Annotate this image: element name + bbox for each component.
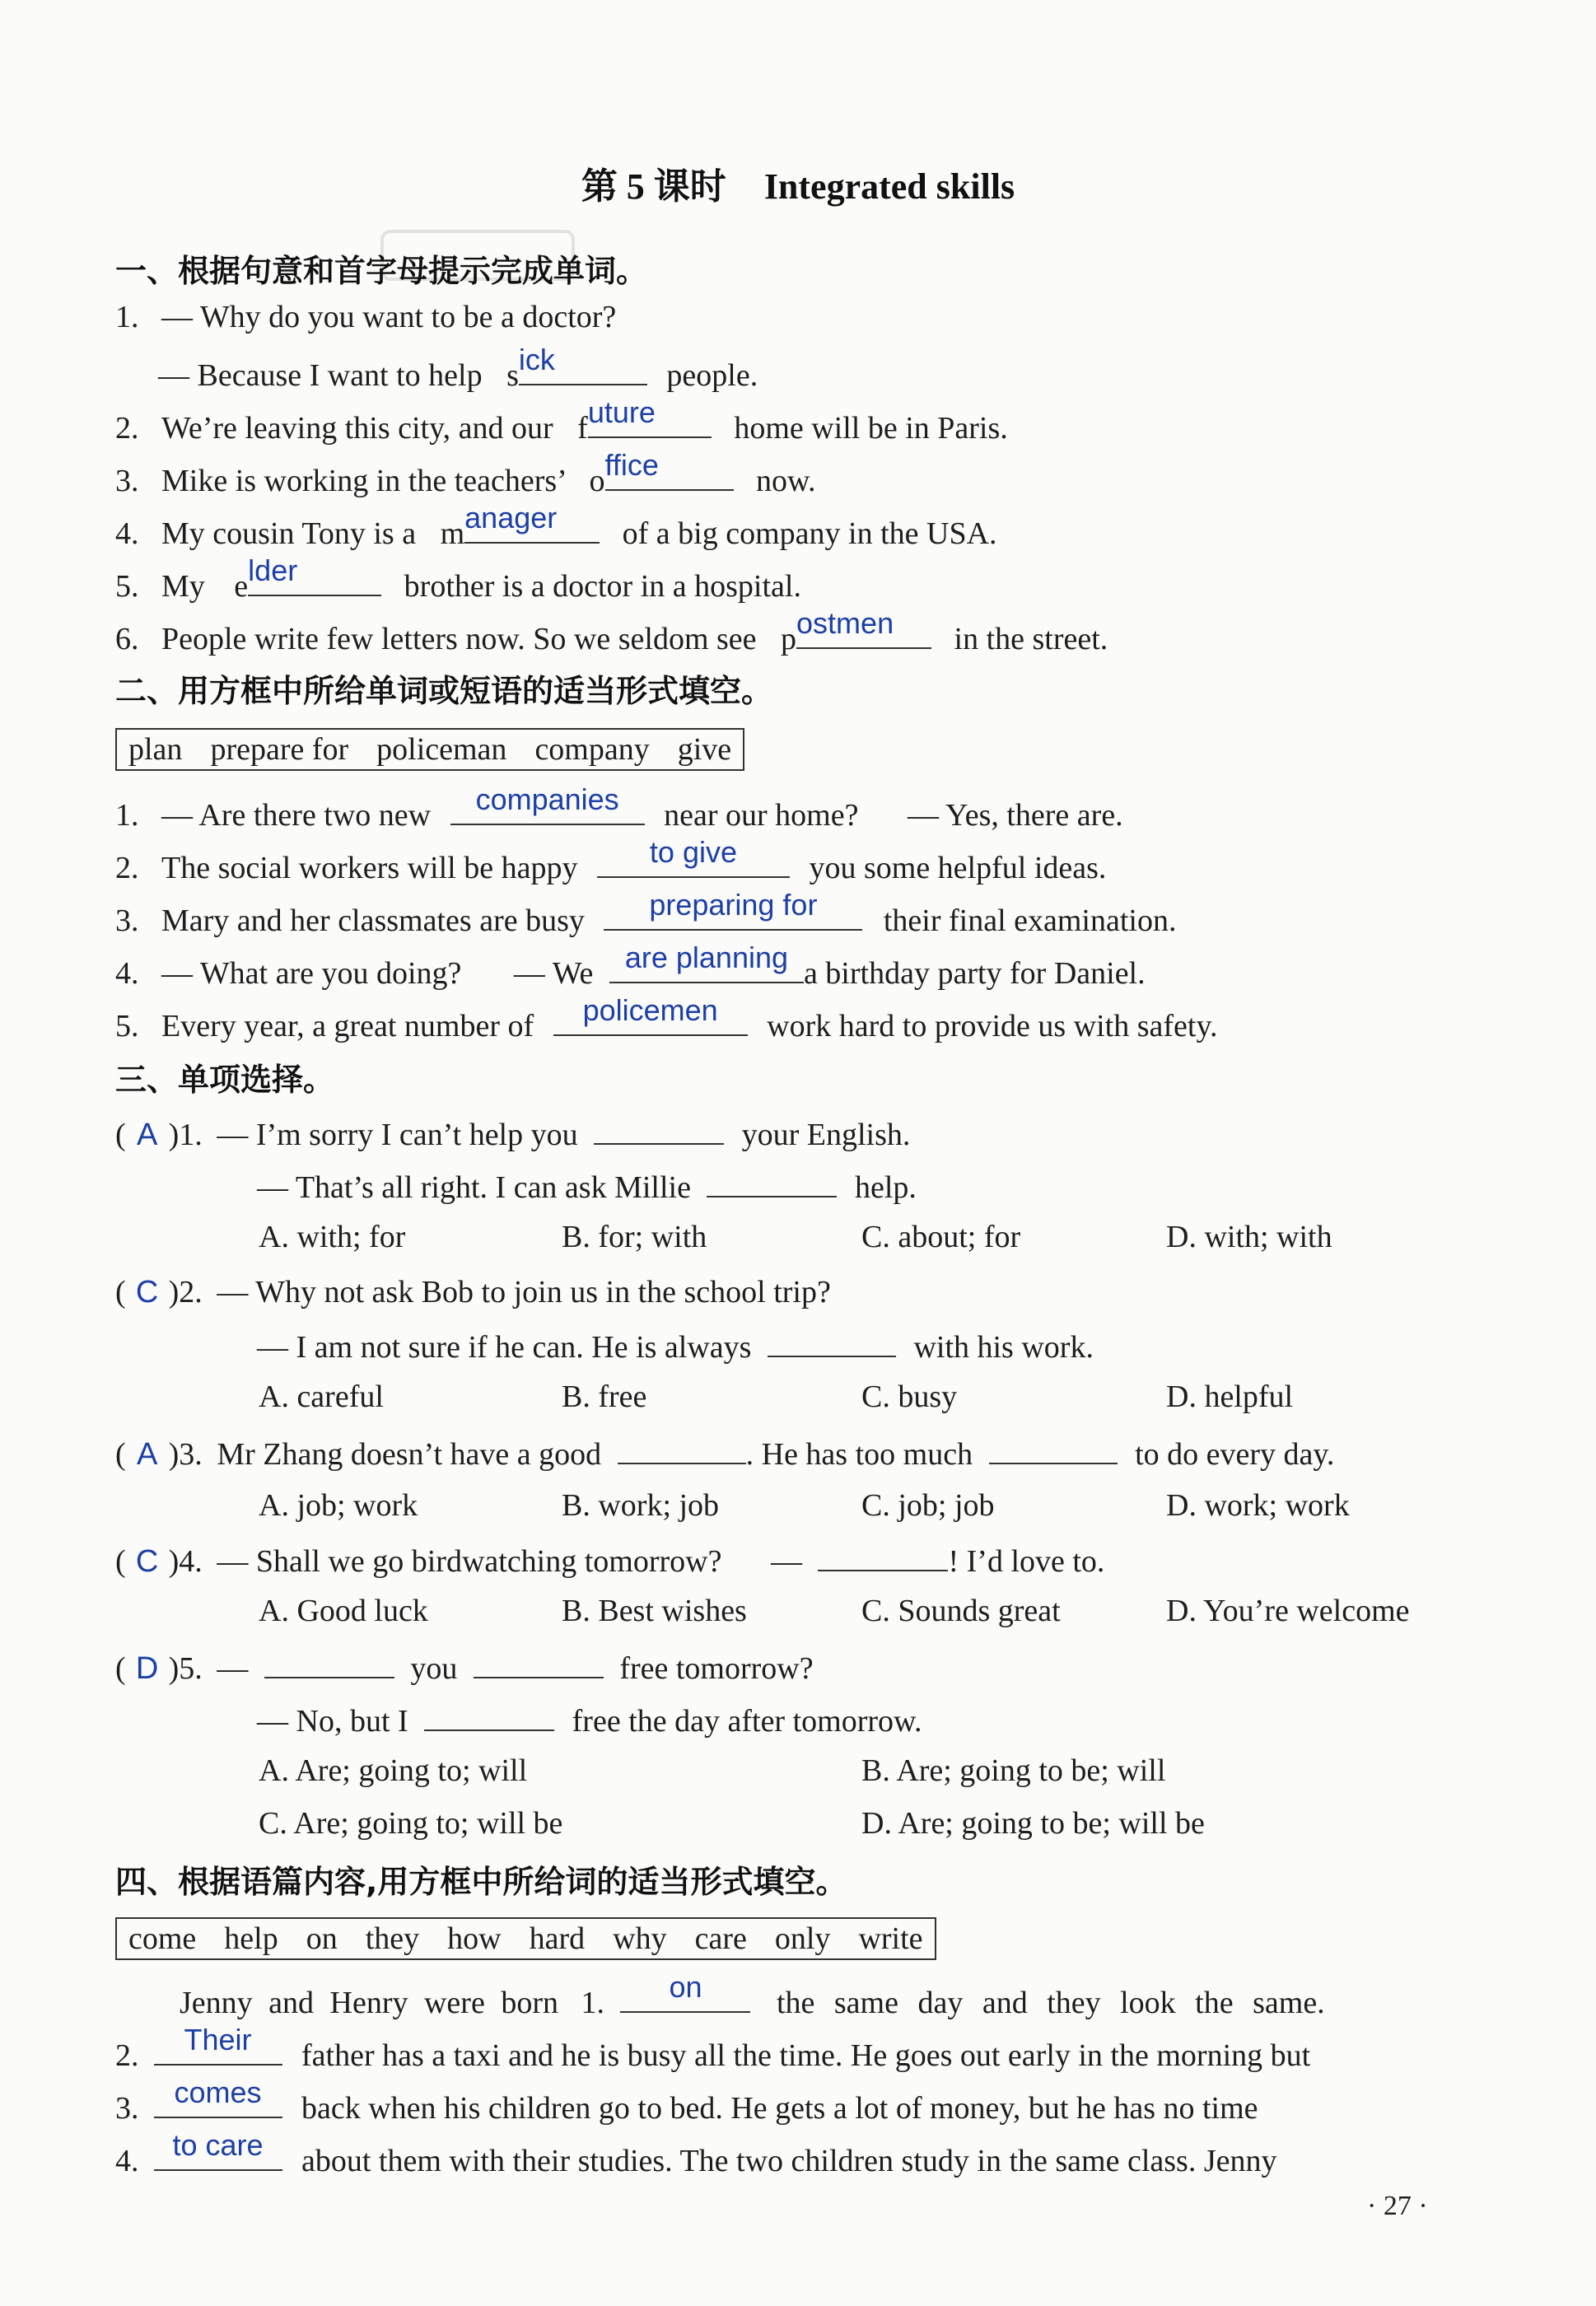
option-c[interactable]: C. Sounds great: [861, 1594, 1061, 1628]
passage-line1: Jenny and Henry were born 1. on the same day and they look the same.: [180, 1970, 1325, 2020]
s3-q2-line1: ( C )2. — Why not ask Bob to join us in the school trip?: [115, 1275, 831, 1309]
s1-q6: 6. People write few letters now. So we seldom see p ostmen in the street.: [115, 606, 1108, 656]
answer-blank[interactable]: ffice: [605, 456, 734, 491]
option-d[interactable]: D. with; with: [1166, 1220, 1332, 1254]
s2-q4: 4. — What are you doing? — We are planning a birthday party for Daniel.: [115, 941, 1146, 991]
answer-blank[interactable]: policemen: [553, 1001, 748, 1036]
answer-blank[interactable]: to care: [154, 2136, 282, 2171]
s2-q1: 1. — Are there two new companies near our home? — Yes, there are.: [115, 782, 1123, 833]
page-title: [0, 156, 1596, 209]
answer-blank[interactable]: are planning: [609, 949, 804, 983]
s3-q4-line1: ( C )4. — Shall we go birdwatching tomorrow? — ! I’d love to.: [115, 1540, 1104, 1580]
blank[interactable]: [424, 1700, 554, 1731]
blank[interactable]: [707, 1166, 837, 1197]
option-a[interactable]: A. careful: [259, 1379, 384, 1414]
blank[interactable]: [618, 1433, 746, 1464]
passage-line2: 2. Their father has a taxi and he is busy all the time. He goes out early in the morning but: [115, 2023, 1311, 2073]
mc-answer[interactable]: C: [135, 1275, 159, 1309]
word-box: come help on they how hard why care only write: [115, 1917, 936, 1960]
answer-blank[interactable]: Their: [154, 2031, 282, 2066]
s2-q2: 2. The social workers will be happy to give you some helpful ideas.: [115, 835, 1107, 885]
answer-blank[interactable]: ostmen: [796, 614, 931, 649]
blank[interactable]: [594, 1113, 724, 1145]
option-c[interactable]: C. busy: [861, 1379, 958, 1414]
blank[interactable]: [474, 1647, 604, 1678]
answer-blank[interactable]: companies: [450, 791, 645, 825]
page-number: · 27 ·: [1367, 2191, 1428, 2221]
answer-blank[interactable]: on: [620, 1978, 750, 2013]
s3-q1-line1: ( A )1. — I’m sorry I can’t help you your English.: [115, 1113, 910, 1154]
answer-blank[interactable]: uture: [588, 404, 712, 438]
passage-line4: 4. to care about them with their studies. The two children study in the same class. Jenny: [115, 2128, 1277, 2178]
s2-q5: 5. Every year, a great number of policemen work hard to provide us with safety.: [115, 993, 1218, 1043]
lesson-title: Integrated skills: [763, 166, 1015, 207]
option-b[interactable]: B. Best wishes: [562, 1594, 747, 1628]
option-c[interactable]: C. about; for: [861, 1220, 1021, 1254]
section3-heading: 三、单项选择。: [115, 1062, 335, 1098]
s1-q3: 3. Mike is working in the teachers’ o ffice now.: [115, 448, 816, 498]
option-d[interactable]: D. work; work: [1166, 1488, 1350, 1523]
mc-answer[interactable]: C: [135, 1544, 159, 1579]
option-a[interactable]: A. job; work: [259, 1488, 418, 1523]
s1-q1-line2: — Because I want to help s ick people.: [158, 343, 758, 393]
option-b[interactable]: B. work; job: [562, 1488, 720, 1523]
option-d[interactable]: D. Are; going to be; will be: [861, 1806, 1205, 1841]
s1-q4: 4. My cousin Tony is a m anager of a big company in the USA.: [115, 501, 997, 551]
mc-answer[interactable]: A: [136, 1118, 158, 1152]
section2-heading: 二、用方框中所给单词或短语的适当形式填空。: [115, 673, 773, 709]
option-b[interactable]: B. Are; going to be; will: [861, 1753, 1166, 1788]
option-b[interactable]: B. free: [562, 1379, 647, 1414]
s1-q5: 5. My e lder brother is a doctor in a hospital.: [115, 553, 801, 604]
passage-line3: 3. comes back when his children go to bed. He gets a lot of money, but he has no time: [115, 2075, 1258, 2126]
option-b[interactable]: B. for; with: [562, 1220, 707, 1254]
blank[interactable]: [989, 1433, 1118, 1464]
s3-q1-line2: — That’s all right. I can ask Millie help.: [257, 1166, 917, 1207]
s1-q2: 2. We’re leaving this city, and our f uture home will be in Paris.: [115, 395, 1008, 446]
mc-answer[interactable]: A: [136, 1437, 158, 1472]
s2-q3: 3. Mary and her classmates are busy preparing for their final examination.: [115, 888, 1177, 938]
word-box: plan prepare for policeman company give: [115, 728, 744, 771]
answer-blank[interactable]: to give: [597, 843, 790, 878]
option-c[interactable]: C. job; job: [861, 1488, 995, 1523]
option-a[interactable]: A. with; for: [259, 1220, 406, 1254]
option-a[interactable]: A. Good luck: [259, 1594, 428, 1628]
option-d[interactable]: D. You’re welcome: [1166, 1594, 1410, 1628]
answer-blank[interactable]: ick: [519, 351, 647, 385]
answer-blank[interactable]: preparing for: [604, 896, 862, 931]
s3-q3-line1: ( A )3. Mr Zhang doesn’t have a good . He has too much to do every day.: [115, 1433, 1334, 1473]
answer-blank[interactable]: anager: [464, 509, 600, 544]
answer-blank[interactable]: comes: [154, 2084, 282, 2118]
option-a[interactable]: A. Are; going to; will: [259, 1753, 528, 1788]
s3-q2-line2: — I am not sure if he can. He is always with his work.: [257, 1326, 1094, 1366]
lesson-number: 第 5 课时: [581, 166, 726, 207]
section1-heading: 一、根据句意和首字母提示完成单词。: [115, 253, 648, 289]
s3-q5-line1: ( D )5. — you free tomorrow?: [115, 1647, 814, 1687]
blank[interactable]: [768, 1326, 896, 1357]
mc-answer[interactable]: D: [135, 1651, 159, 1686]
option-c[interactable]: C. Are; going to; will be: [259, 1806, 563, 1841]
s1-q1-line1: 1. — Why do you want to be a doctor?: [115, 300, 617, 334]
blank[interactable]: [818, 1540, 948, 1571]
answer-blank[interactable]: lder: [248, 562, 381, 596]
option-d[interactable]: D. helpful: [1166, 1379, 1294, 1414]
section4-heading: 四、根据语篇内容,用方框中所给词的适当形式填空。: [115, 1864, 847, 1900]
s3-q5-line2: — No, but I free the day after tomorrow.: [257, 1700, 922, 1740]
blank[interactable]: [264, 1647, 394, 1678]
